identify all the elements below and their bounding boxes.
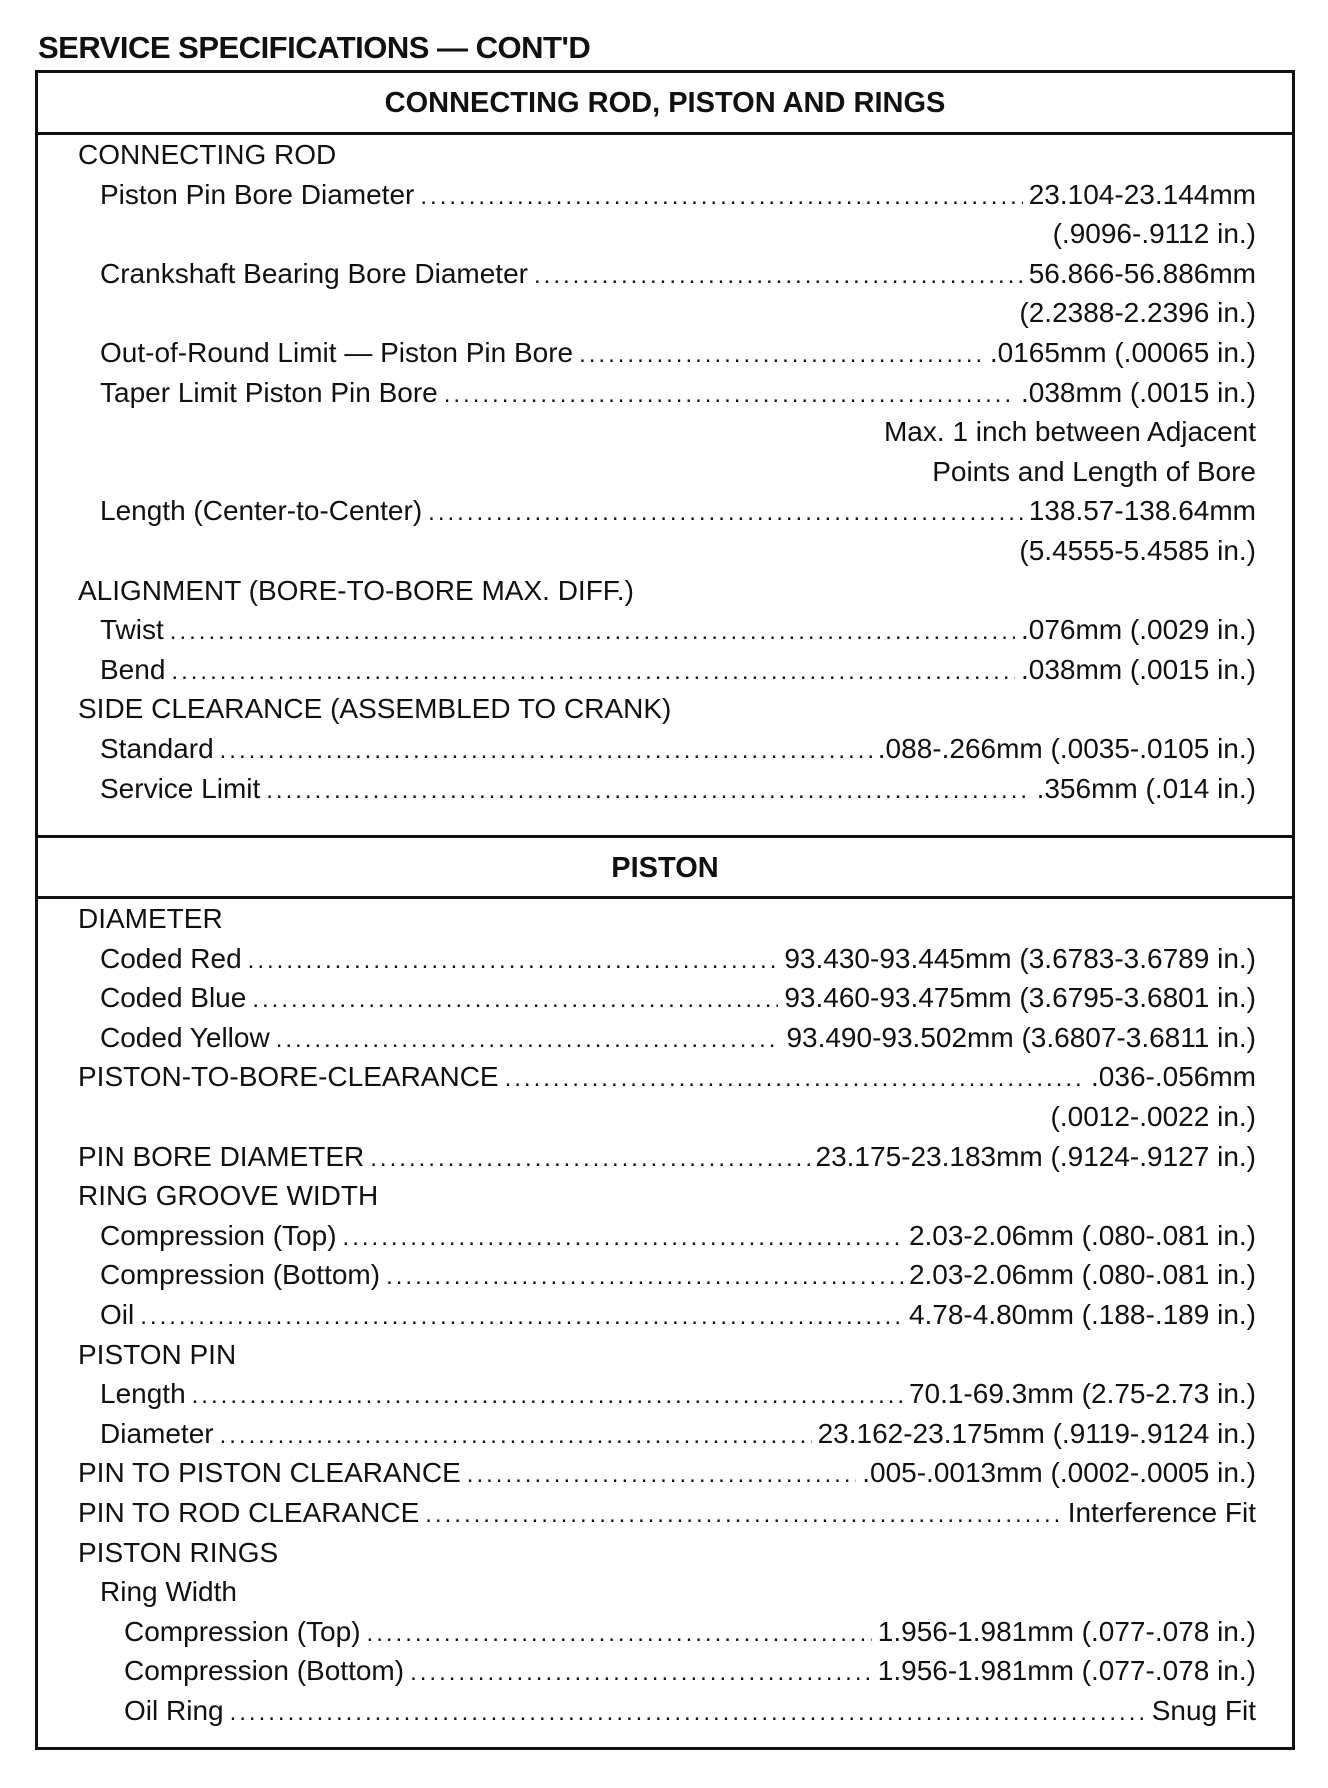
spec-label: Ring Width	[100, 1576, 237, 1608]
leader-dots	[410, 1653, 872, 1693]
page-title: SERVICE SPECIFICATIONS — CONT'D	[38, 30, 591, 65]
leader-dots	[170, 612, 1015, 652]
spec-heading-row	[38, 571, 1292, 611]
spec-heading-row	[38, 135, 1292, 175]
spec-heading-row	[38, 1533, 1292, 1573]
spec-row	[38, 610, 1292, 650]
spec-row	[38, 1414, 1292, 1454]
spec-value: Points and Length of Bore	[932, 455, 1256, 487]
leader-dots	[252, 980, 778, 1020]
spec-label: Standard	[100, 732, 214, 764]
leader-dots	[230, 1693, 1146, 1733]
spec-value: 93.460-93.475mm (3.6795-3.6801 in.)	[784, 982, 1256, 1014]
spec-row	[38, 1216, 1292, 1256]
spec-continuation-row	[38, 214, 1292, 254]
spec-heading-row	[38, 1137, 1292, 1177]
leader-dots	[220, 731, 872, 771]
spec-row	[38, 769, 1292, 809]
spec-value: 70.1-69.3mm (2.75-2.73 in.)	[908, 1378, 1256, 1410]
leader-dots	[444, 375, 1015, 415]
spec-label: PIN BORE DIAMETER	[78, 1140, 365, 1172]
spec-label: RING GROOVE WIDTH	[78, 1180, 379, 1212]
spec-value: .088-.266mm (.0035-.0105 in.)	[877, 732, 1256, 764]
spec-heading-row	[38, 1453, 1292, 1493]
spec-label: Piston Pin Bore Diameter	[100, 178, 415, 210]
spec-value: 138.57-138.64mm	[1028, 495, 1256, 527]
spec-value: 23.175-23.183mm (.9124-.9127 in.)	[815, 1140, 1256, 1172]
spec-label: Taper Limit Piston Pin Bore	[100, 376, 438, 408]
spec-value: 56.866-56.886mm	[1028, 257, 1256, 289]
spec-label: Compression (Top)	[124, 1615, 361, 1647]
leader-dots	[367, 1614, 872, 1654]
spec-label: Length	[100, 1378, 186, 1410]
spec-label: CONNECTING ROD	[78, 139, 337, 170]
leader-dots	[343, 1218, 903, 1258]
spec-heading-row	[38, 689, 1292, 729]
spec-value: Interference Fit	[1067, 1496, 1256, 1528]
spec-heading-row	[38, 1335, 1292, 1375]
spec-label: Compression (Top)	[100, 1219, 337, 1251]
leader-dots	[505, 1059, 1085, 1099]
spec-label: Coded Yellow	[100, 1021, 270, 1053]
spec-label: Crankshaft Bearing Bore Diameter	[100, 257, 528, 289]
spec-value: (.0012-.0022 in.)	[1050, 1100, 1256, 1132]
spec-value: .076mm (.0029 in.)	[1021, 614, 1256, 646]
spec-heading-row	[38, 899, 1292, 939]
spec-label: ALIGNMENT (BORE-TO-BORE MAX. DIFF.)	[78, 574, 634, 606]
spec-label: PIN TO ROD CLEARANCE	[78, 1496, 420, 1528]
spec-row	[38, 1572, 1292, 1612]
spec-value: 93.430-93.445mm (3.6783-3.6789 in.)	[784, 942, 1256, 974]
spec-label: SIDE CLEARANCE (ASSEMBLED TO CRANK)	[78, 693, 672, 725]
spec-label: Compression (Bottom)	[100, 1259, 381, 1291]
section-body-piston	[38, 899, 1292, 1730]
spec-value: 2.03-2.06mm (.080-.081 in.)	[908, 1219, 1256, 1251]
spec-label: Length (Center-to-Center)	[100, 495, 423, 527]
spec-value: 4.78-4.80mm (.188-.189 in.)	[908, 1298, 1256, 1330]
spec-label: PISTON-TO-BORE-CLEARANCE	[78, 1061, 499, 1093]
leader-dots	[428, 493, 1023, 533]
spec-value: .005-.0013mm (.0002-.0005 in.)	[862, 1457, 1256, 1489]
spec-value: (.9096-.9112 in.)	[1052, 218, 1256, 250]
spec-continuation-row	[38, 452, 1292, 492]
spec-value: 23.104-23.144mm	[1028, 178, 1256, 210]
spec-continuation-row	[38, 293, 1292, 333]
spec-row	[38, 939, 1292, 979]
spec-label: Out-of-Round Limit — Piston Pin Bore	[100, 336, 574, 368]
spec-value: .356mm (.014 in.)	[1036, 772, 1256, 804]
spec-value: .038mm (.0015 in.)	[1021, 376, 1256, 408]
spec-label: Oil Ring	[124, 1694, 224, 1726]
spec-label: PISTON PIN	[78, 1338, 237, 1370]
spec-value: Max. 1 inch between Adjacent	[883, 416, 1256, 448]
spec-row	[38, 254, 1292, 294]
spec-value: Snug Fit	[1151, 1694, 1256, 1726]
spec-heading-row	[38, 1057, 1292, 1097]
spec-value: .038mm (.0015 in.)	[1021, 653, 1256, 685]
spec-label: Coded Red	[100, 942, 242, 974]
spec-label: Coded Blue	[100, 982, 247, 1014]
spec-label: Bend	[100, 653, 166, 685]
leader-dots	[276, 1020, 781, 1060]
leader-dots	[467, 1455, 856, 1495]
spec-row	[38, 650, 1292, 690]
spec-label: DIAMETER	[78, 903, 223, 934]
leader-dots	[534, 256, 1023, 296]
spec-row	[38, 729, 1292, 769]
leader-dots	[579, 335, 984, 375]
spec-value: 2.03-2.06mm (.080-.081 in.)	[908, 1259, 1256, 1291]
spec-row	[38, 978, 1292, 1018]
spec-value: 1.956-1.981mm (.077-.078 in.)	[877, 1615, 1256, 1647]
spec-label: Compression (Bottom)	[124, 1655, 405, 1687]
spec-heading-row	[38, 1493, 1292, 1533]
spec-label: PISTON RINGS	[78, 1536, 279, 1568]
spec-label: Oil	[100, 1298, 135, 1330]
spec-value: (5.4555-5.4585 in.)	[1019, 534, 1256, 566]
spec-heading-row	[38, 1176, 1292, 1216]
leader-dots	[220, 1416, 812, 1456]
leader-dots	[140, 1297, 903, 1337]
section-header-connecting-rod: CONNECTING ROD, PISTON AND RINGS	[38, 73, 1292, 135]
spec-label: Diameter	[100, 1417, 214, 1449]
spec-row	[38, 1374, 1292, 1414]
spec-row	[38, 373, 1292, 413]
spec-value: 23.162-23.175mm (.9119-.9124 in.)	[817, 1417, 1256, 1449]
spec-continuation-row	[38, 531, 1292, 571]
spec-row	[38, 175, 1292, 215]
section-header-piston: PISTON	[38, 835, 1292, 899]
spec-label: Twist	[100, 614, 164, 646]
spec-row	[38, 333, 1292, 373]
spec-table	[35, 70, 1295, 1750]
spec-value: 1.956-1.981mm (.077-.078 in.)	[877, 1655, 1256, 1687]
leader-dots	[192, 1376, 903, 1416]
section-body-connecting-rod	[38, 135, 1292, 808]
leader-dots	[420, 177, 1022, 217]
spec-row	[38, 491, 1292, 531]
spec-value: .0165mm (.00065 in.)	[989, 336, 1256, 368]
leader-dots	[370, 1139, 809, 1179]
spec-label: PIN TO PISTON CLEARANCE	[78, 1457, 461, 1489]
spec-continuation-row	[38, 1097, 1292, 1137]
spec-row	[38, 1018, 1292, 1058]
spec-value: 93.490-93.502mm (3.6807-3.6811 in.)	[786, 1021, 1256, 1053]
spec-continuation-row	[38, 412, 1292, 452]
spec-value: .036-.056mm	[1091, 1061, 1256, 1093]
spec-value: (2.2388-2.2396 in.)	[1019, 297, 1256, 329]
spec-row	[38, 1255, 1292, 1295]
spec-label: Service Limit	[100, 772, 261, 804]
spec-row	[38, 1691, 1292, 1731]
leader-dots	[248, 941, 779, 981]
leader-dots	[425, 1495, 1061, 1535]
leader-dots	[386, 1257, 903, 1297]
leader-dots	[266, 771, 1030, 811]
leader-dots	[171, 652, 1015, 692]
spec-row	[38, 1651, 1292, 1691]
spec-row	[38, 1612, 1292, 1652]
spec-row	[38, 1295, 1292, 1335]
